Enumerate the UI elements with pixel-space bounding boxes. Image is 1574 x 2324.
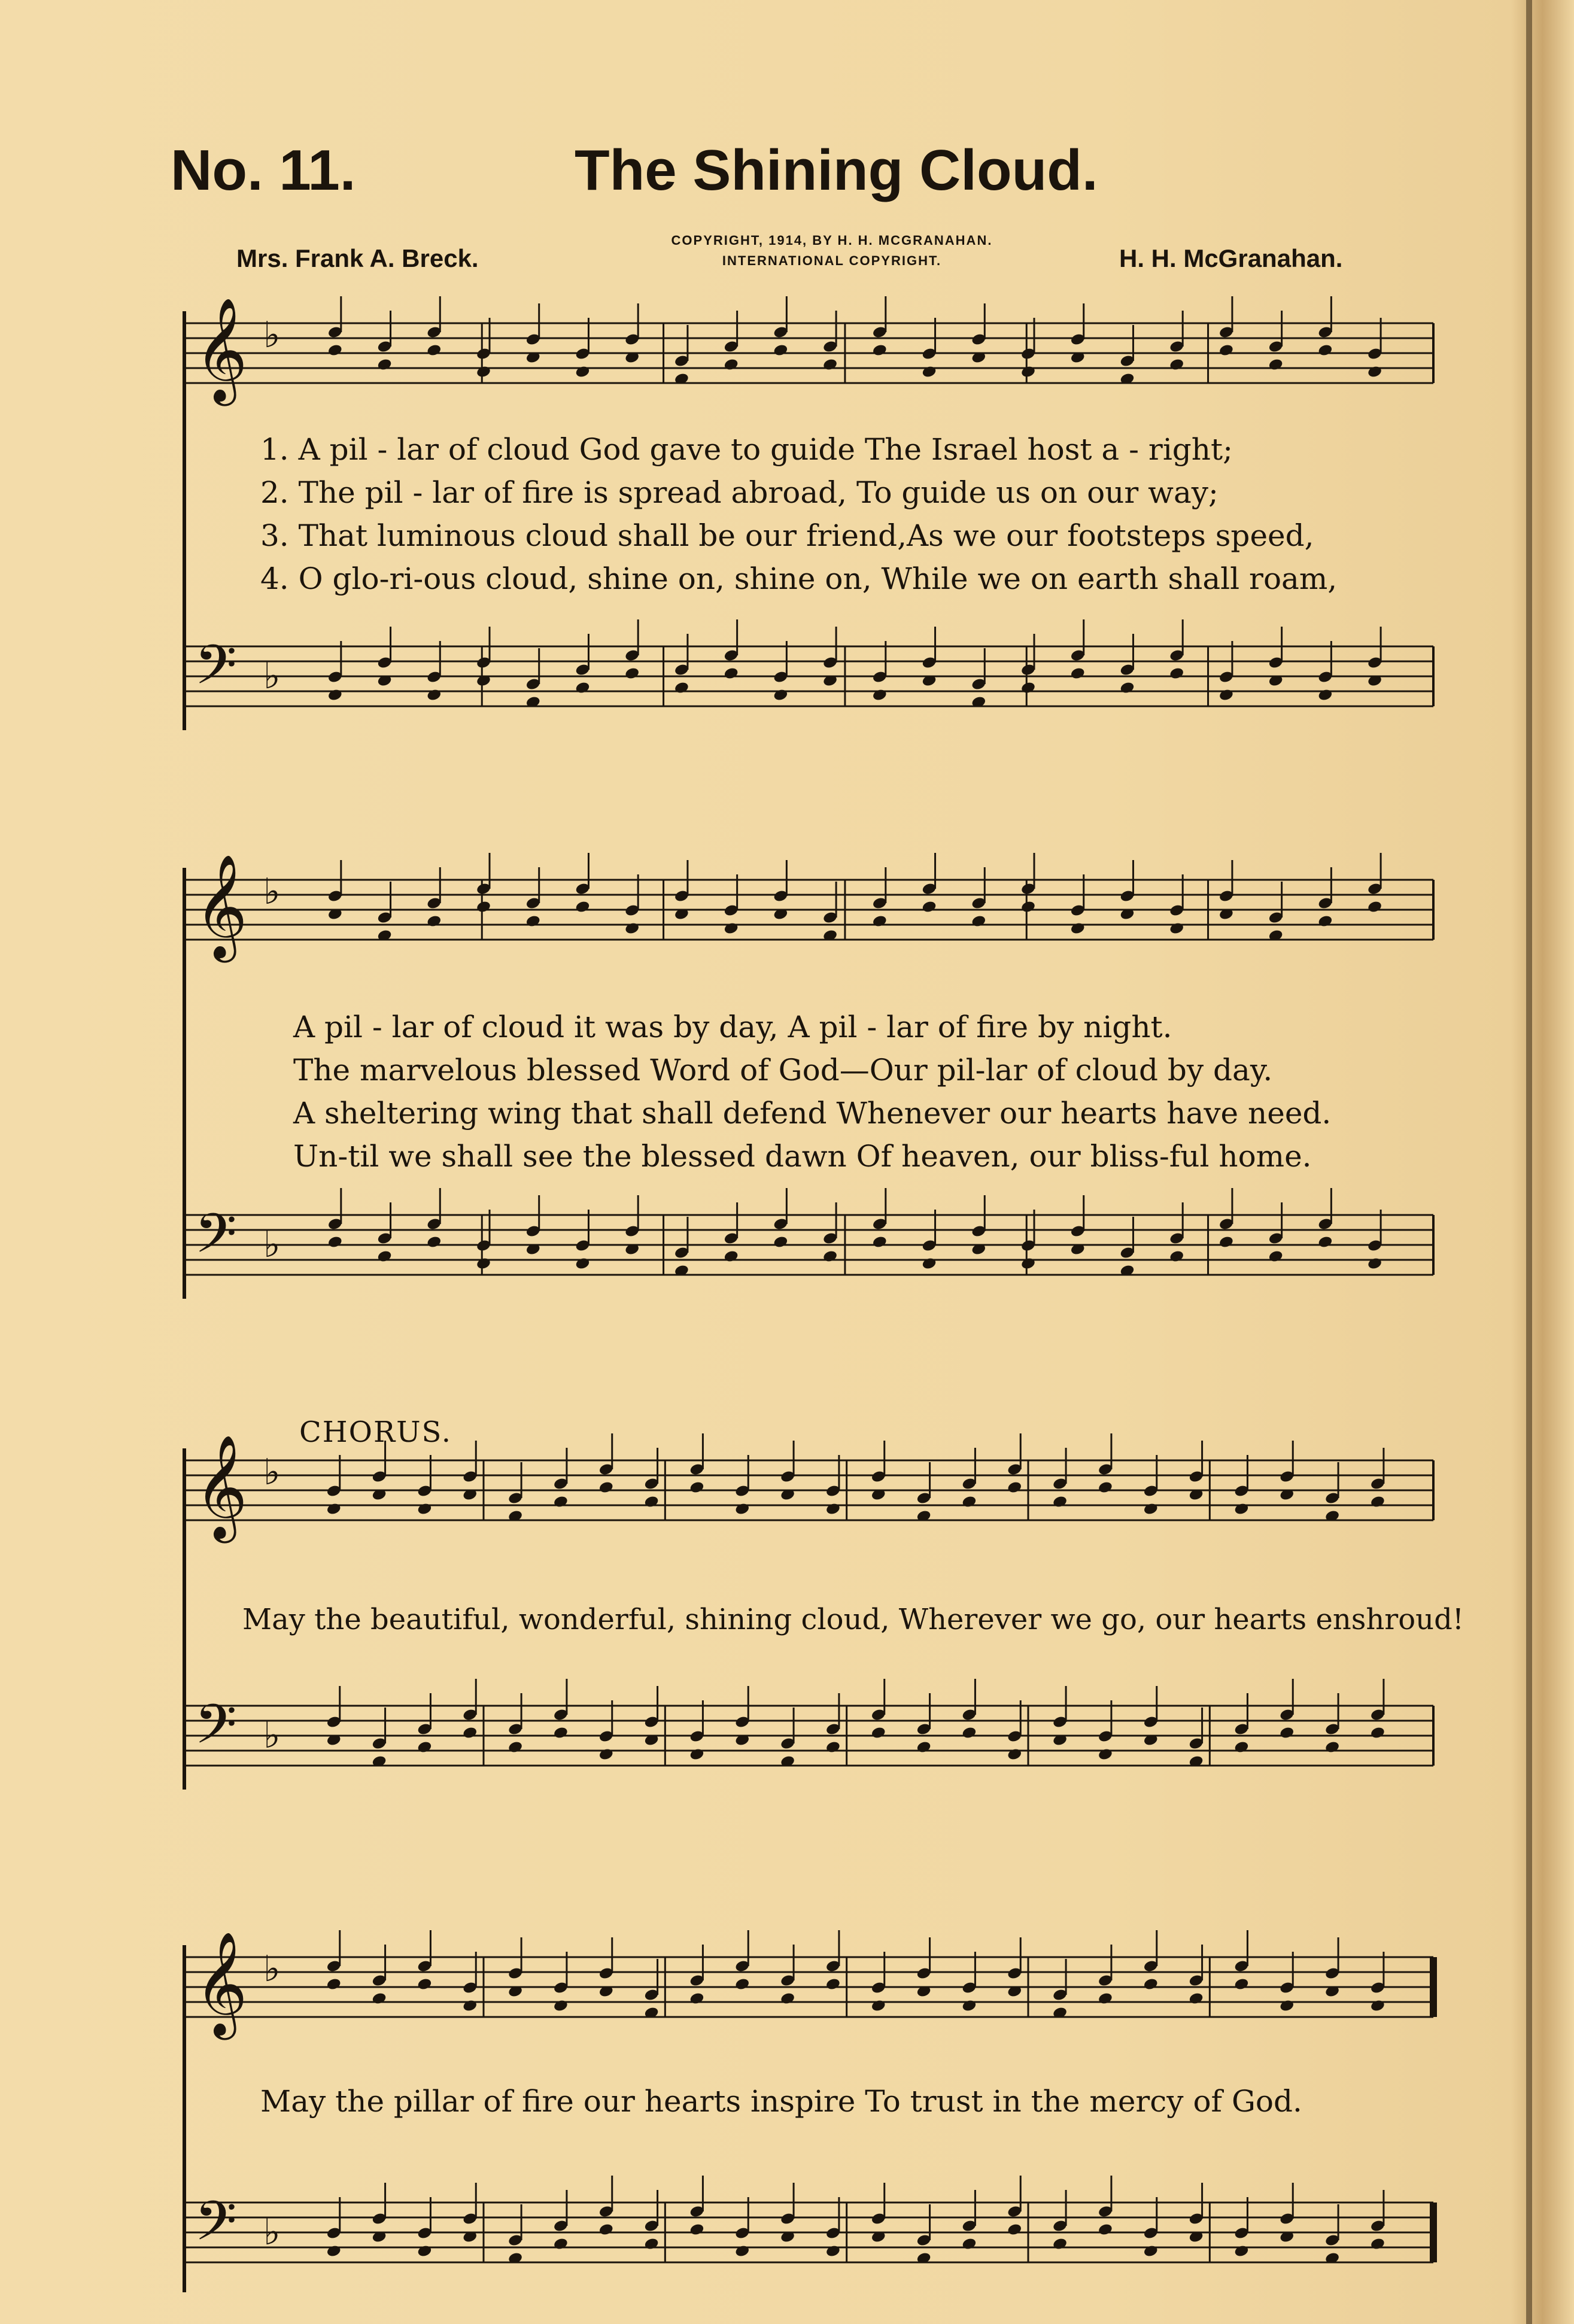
note-head bbox=[689, 2223, 704, 2237]
note-head bbox=[1098, 1481, 1113, 1494]
copyright-notice bbox=[0, 230, 1574, 271]
lyricist-credit: Mrs. Frank A. Breck. bbox=[236, 244, 479, 272]
note-head bbox=[1317, 688, 1333, 702]
note-head bbox=[1189, 1992, 1204, 2006]
note-head bbox=[1020, 900, 1036, 914]
note-head bbox=[1233, 2244, 1249, 2258]
note-head bbox=[1317, 1235, 1333, 1249]
flat-sign-icon: ♭ bbox=[263, 1715, 281, 1757]
chorus-label: CHORUS. bbox=[299, 1415, 452, 1449]
bass-clef-icon: 𝄢 bbox=[195, 1693, 237, 1769]
bass-clef-icon: 𝄢 bbox=[195, 1202, 237, 1278]
note-head bbox=[1098, 1992, 1113, 2006]
note-head bbox=[734, 1502, 750, 1516]
note-head bbox=[644, 2237, 660, 2251]
note-head bbox=[326, 1977, 342, 1991]
note-head bbox=[773, 688, 788, 702]
note-head bbox=[872, 344, 888, 357]
note-head bbox=[773, 344, 788, 357]
note-head bbox=[921, 1257, 937, 1271]
note-head bbox=[553, 1495, 569, 1509]
note-head bbox=[553, 1726, 569, 1740]
bass-staff bbox=[0, 1203, 1574, 1299]
flat-sign-icon: ♭ bbox=[263, 1224, 281, 1266]
note-head bbox=[1007, 2223, 1022, 2237]
note-head bbox=[327, 1235, 343, 1249]
copyright-line: INTERNATIONAL COPYRIGHT. bbox=[722, 253, 942, 268]
note-head bbox=[1143, 1502, 1159, 1516]
note-head bbox=[871, 1999, 886, 2013]
note-head bbox=[825, 1740, 841, 1754]
bass-staff bbox=[0, 2191, 1574, 2286]
chorus-line: May the pillar of fire our hearts inspire To trust in the mercy of God. bbox=[260, 2084, 1302, 2119]
note-head bbox=[426, 1235, 442, 1249]
verse-line: A pil - lar of cloud it was by day, A pil - lar of fire by night. bbox=[293, 1010, 1172, 1044]
verse-line: 1. A pil - lar of cloud God gave to guide The Israel host a - right; bbox=[260, 432, 1233, 467]
note-head bbox=[822, 358, 838, 372]
note-head bbox=[825, 1502, 841, 1516]
note-head bbox=[575, 900, 590, 914]
note-head bbox=[1052, 1495, 1068, 1509]
note-head bbox=[417, 1977, 432, 1991]
note-head bbox=[872, 688, 888, 702]
note-head bbox=[1233, 1740, 1249, 1754]
treble-clef-icon: 𝄞 bbox=[195, 1435, 248, 1539]
note-head bbox=[598, 1748, 614, 1761]
treble-staff bbox=[0, 854, 1574, 964]
note-head bbox=[476, 365, 491, 379]
note-head bbox=[825, 1977, 841, 1991]
note-head bbox=[971, 915, 986, 928]
note-head bbox=[961, 1999, 977, 2013]
flat-sign-icon: ♭ bbox=[263, 1948, 281, 1990]
treble-clef-icon: 𝄞 bbox=[195, 854, 248, 958]
note-head bbox=[872, 1235, 888, 1249]
note-head bbox=[1219, 688, 1234, 702]
note-head bbox=[644, 1495, 660, 1509]
note-head bbox=[1052, 2237, 1068, 2251]
note-head bbox=[780, 1992, 795, 2006]
verse-line: 4. O glo-ri-ous cloud, shine on, shine on, While we on earth shall roam, bbox=[260, 561, 1338, 596]
note-head bbox=[1268, 358, 1284, 372]
note-head bbox=[426, 915, 442, 928]
note-head bbox=[1233, 1502, 1249, 1516]
note-head bbox=[575, 365, 590, 379]
note-head bbox=[376, 1250, 392, 1263]
note-head bbox=[1169, 358, 1184, 372]
bass-staff bbox=[0, 1694, 1574, 1790]
note-head bbox=[598, 2223, 614, 2237]
composer-credit: H. H. McGranahan. bbox=[1119, 244, 1343, 272]
note-head bbox=[1070, 922, 1086, 935]
note-head bbox=[773, 1235, 788, 1249]
verse-line: 3. That luminous cloud shall be our friend,As we our footsteps speed, bbox=[260, 518, 1314, 553]
note-head bbox=[961, 1495, 977, 1509]
note-head bbox=[327, 688, 343, 702]
note-head bbox=[1070, 667, 1086, 681]
note-head bbox=[921, 900, 937, 914]
note-head bbox=[417, 1502, 432, 1516]
note-head bbox=[417, 2244, 432, 2258]
note-head bbox=[575, 681, 590, 695]
note-head bbox=[724, 922, 739, 935]
note-head bbox=[1219, 344, 1234, 357]
note-head bbox=[462, 1726, 478, 1740]
note-head bbox=[871, 1726, 886, 1740]
note-head bbox=[872, 915, 888, 928]
note-head bbox=[1119, 681, 1135, 695]
note-head bbox=[508, 1740, 523, 1754]
note-head bbox=[1007, 1481, 1022, 1494]
verse-line: A sheltering wing that shall defend Whenever our hearts have need. bbox=[293, 1096, 1332, 1131]
note-head bbox=[1020, 365, 1036, 379]
note-head bbox=[1098, 2223, 1113, 2237]
note-head bbox=[553, 2237, 569, 2251]
note-head bbox=[1219, 1235, 1234, 1249]
note-head bbox=[1279, 1999, 1295, 2013]
note-head bbox=[376, 358, 392, 372]
note-head bbox=[1143, 1977, 1159, 1991]
copyright-line: COPYRIGHT, 1914, BY H. H. MCGRANAHAN. bbox=[671, 233, 993, 248]
note-head bbox=[553, 1999, 569, 2013]
note-head bbox=[825, 2244, 841, 2258]
note-head bbox=[1143, 2244, 1159, 2258]
treble-staff bbox=[0, 297, 1574, 407]
hymn-number: No. 11. bbox=[171, 138, 356, 202]
treble-staff bbox=[0, 1931, 1574, 2041]
treble-clef-icon: 𝄞 bbox=[195, 1931, 248, 2036]
bass-staff bbox=[0, 634, 1574, 730]
note-head bbox=[1370, 1999, 1385, 2013]
note-head bbox=[1279, 1726, 1295, 1740]
note-head bbox=[689, 1992, 704, 2006]
bass-clef-icon: 𝄢 bbox=[195, 633, 237, 710]
note-head bbox=[598, 1481, 614, 1494]
note-head bbox=[326, 1502, 342, 1516]
bass-clef-icon: 𝄢 bbox=[195, 2189, 237, 2266]
note-head bbox=[724, 1250, 739, 1263]
note-head bbox=[961, 2237, 977, 2251]
note-head bbox=[734, 1977, 750, 1991]
note-head bbox=[525, 915, 541, 928]
note-head bbox=[674, 681, 689, 695]
note-head bbox=[426, 344, 442, 357]
treble-clef-icon: 𝄞 bbox=[195, 297, 248, 402]
note-head bbox=[734, 2244, 750, 2258]
note-head bbox=[327, 344, 343, 357]
flat-sign-icon: ♭ bbox=[263, 314, 281, 356]
note-head bbox=[1268, 1250, 1284, 1263]
note-head bbox=[689, 1748, 704, 1761]
note-head bbox=[724, 667, 739, 681]
note-head bbox=[624, 667, 640, 681]
note-head bbox=[724, 358, 739, 372]
note-head bbox=[1317, 344, 1333, 357]
treble-staff bbox=[0, 1435, 1574, 1544]
flat-sign-icon: ♭ bbox=[263, 2211, 281, 2253]
note-head bbox=[624, 922, 640, 935]
note-head bbox=[1367, 1257, 1382, 1271]
verse-line: Un-til we shall see the blessed dawn Of heaven, our bliss-ful home. bbox=[293, 1139, 1312, 1174]
note-head bbox=[916, 1740, 932, 1754]
note-head bbox=[1370, 1726, 1385, 1740]
verse-line: The marvelous blessed Word of God—Our pil-lar of cloud by day. bbox=[293, 1053, 1273, 1087]
note-head bbox=[1370, 1495, 1385, 1509]
note-head bbox=[1370, 2237, 1385, 2251]
note-head bbox=[326, 2244, 342, 2258]
chorus-line: May the beautiful, wonderful, shining cloud, Wherever we go, our hearts enshroud! bbox=[242, 1603, 1464, 1636]
note-head bbox=[822, 1250, 838, 1263]
note-head bbox=[1098, 1748, 1113, 1761]
flat-sign-icon: ♭ bbox=[263, 871, 281, 913]
note-head bbox=[426, 688, 442, 702]
note-head bbox=[1324, 1740, 1340, 1754]
note-head bbox=[1020, 1257, 1036, 1271]
note-head bbox=[372, 1992, 387, 2006]
note-head bbox=[476, 900, 491, 914]
note-head bbox=[1367, 900, 1382, 914]
note-head bbox=[1169, 1250, 1184, 1263]
note-head bbox=[476, 1257, 491, 1271]
hymn-title: The Shining Cloud. bbox=[575, 138, 1098, 202]
note-head bbox=[1169, 922, 1184, 935]
note-head bbox=[1317, 915, 1333, 928]
note-head bbox=[1007, 1748, 1022, 1761]
note-head bbox=[1233, 1977, 1249, 1991]
note-head bbox=[689, 1481, 704, 1494]
note-head bbox=[1020, 681, 1036, 695]
note-head bbox=[417, 1740, 432, 1754]
flat-sign-icon: ♭ bbox=[263, 655, 281, 697]
flat-sign-icon: ♭ bbox=[263, 1451, 281, 1493]
note-head bbox=[1367, 365, 1382, 379]
note-head bbox=[961, 1726, 977, 1740]
note-head bbox=[1169, 667, 1184, 681]
verse-line: 2. The pil - lar of fire is spread abroad, To guide us on our way; bbox=[260, 475, 1219, 510]
note-head bbox=[575, 1257, 590, 1271]
note-head bbox=[921, 365, 937, 379]
note-head bbox=[462, 1999, 478, 2013]
